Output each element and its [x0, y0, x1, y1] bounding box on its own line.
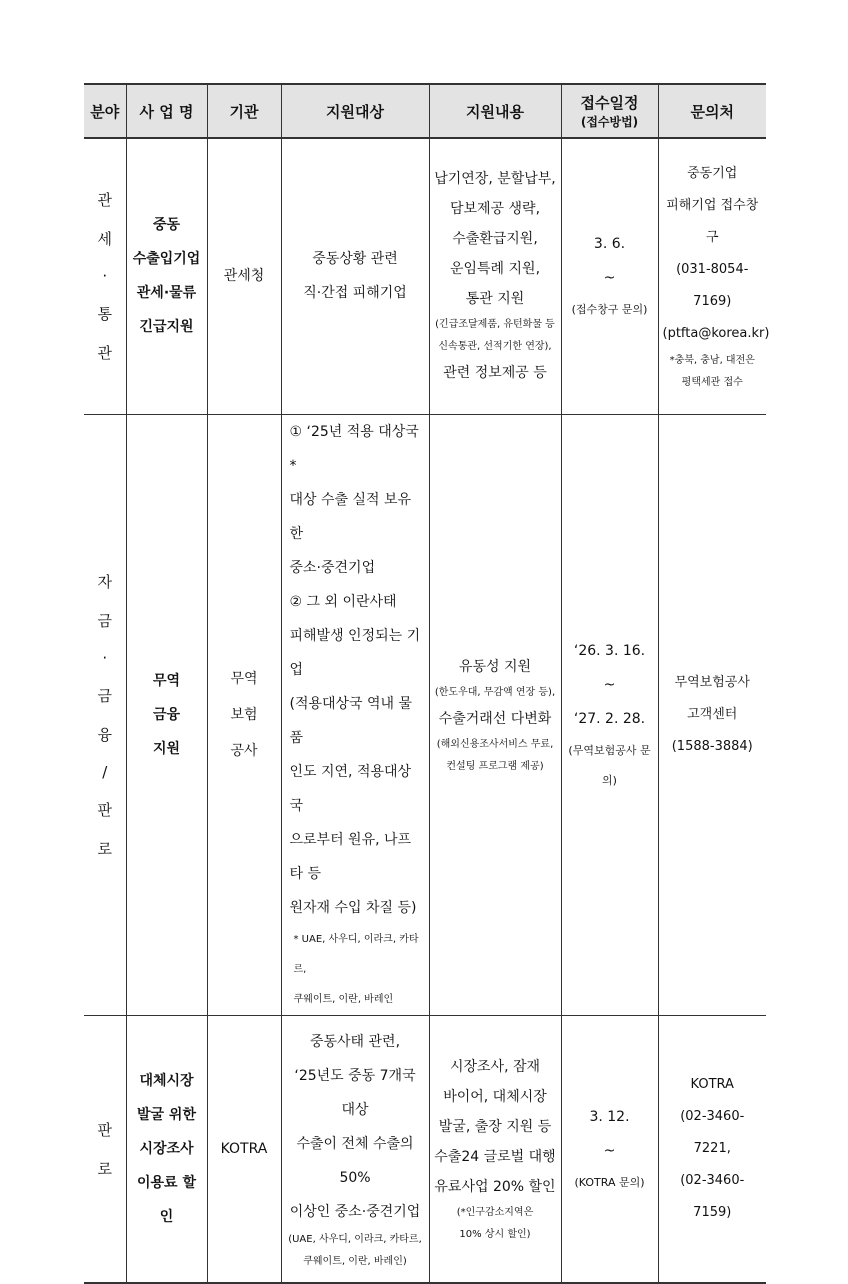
target-lines	[286, 1025, 425, 1273]
agency-lines	[212, 661, 277, 769]
field-char: 관	[97, 344, 112, 363]
header-content: 지원내용	[429, 84, 561, 138]
content-line: 10% 상시 할인)	[459, 1228, 531, 1240]
content-line: 수출환급지원,	[452, 231, 538, 248]
field-stack	[88, 189, 122, 363]
field-stack	[88, 1119, 122, 1179]
field-char: 판	[97, 1120, 112, 1139]
target-line: 인도 지연, 적용대상국	[289, 763, 412, 814]
header-contact: 문의처	[658, 84, 766, 138]
cell-contact	[658, 138, 770, 414]
cell-schedule	[561, 1015, 658, 1283]
content-line: (해외신용조사서비스 무료,	[436, 738, 554, 750]
content-line: 수출거래선 다변화	[438, 710, 552, 727]
field-stack	[88, 571, 122, 859]
cell-agency	[207, 414, 281, 1015]
field-char: 로	[97, 1159, 112, 1178]
content-line: 유료사업 20% 할인	[434, 1178, 556, 1195]
header-target: 지원대상	[281, 84, 429, 138]
table-row	[84, 414, 766, 1015]
cell-content	[429, 1015, 561, 1283]
contact-line: 고객센터	[687, 706, 738, 722]
cell-field	[84, 414, 126, 1015]
field-char: 자	[97, 572, 112, 591]
field-char: 판	[97, 800, 112, 819]
content-line: 관련 정보제공 등	[443, 365, 547, 382]
agency-lines	[212, 258, 277, 294]
target-line: 으로부터 원유, 나프타 등	[289, 831, 412, 882]
schedule-line: ~	[603, 1142, 616, 1159]
target-line: 이상인 중소·중견기업	[289, 1203, 421, 1220]
schedule-line: 3. 12.	[589, 1108, 630, 1125]
cell-contact	[658, 1015, 766, 1283]
project-name-line: 대체시장	[139, 1072, 194, 1089]
project-name-line: 중동	[152, 217, 181, 234]
header-schedule-sub: (접수방법)	[580, 115, 639, 129]
content-lines	[434, 164, 557, 388]
content-line: (*인구감소지역은	[456, 1206, 534, 1218]
content-line: 담보제공 생략,	[449, 201, 541, 218]
field-char: ·	[102, 648, 108, 667]
contact-line: 중동기업	[687, 166, 738, 182]
project-name-line: 지원	[152, 740, 181, 757]
project-name-line: 시장조사	[139, 1140, 194, 1157]
cell-field	[84, 138, 126, 414]
content-line: 유동성 지원	[458, 658, 532, 675]
agency-line: 관세청	[223, 268, 265, 285]
agency-line: KOTRA	[220, 1140, 268, 1157]
content-line: 수출24 글로벌 대행	[434, 1148, 556, 1165]
field-char: 세	[97, 230, 112, 249]
schedule-line: ~	[603, 270, 616, 287]
contact-line: (ptfta@korea.kr)	[662, 326, 770, 342]
target-lines	[286, 415, 425, 1015]
cell-field	[84, 1015, 126, 1283]
header-agency: 기관	[207, 84, 281, 138]
contact-line: *충북, 충남, 대전은	[669, 355, 755, 367]
contact-line: 평택세관 접수	[681, 377, 743, 389]
field-char: 관	[97, 191, 112, 210]
target-line: ① ‘25년 적용 대상국*	[289, 423, 419, 474]
cell-project-name	[126, 414, 207, 1015]
agency-line: 무역	[230, 670, 258, 687]
field-char: /	[102, 762, 108, 781]
schedule-line: (KOTRA 문의)	[574, 1175, 645, 1189]
schedule-line: (무역보험공사 문의)	[568, 743, 651, 787]
project-name-line: 금융	[152, 706, 181, 723]
target-line: 직·간접 피해기업	[303, 285, 407, 302]
cell-target	[281, 1015, 429, 1283]
content-line: (긴급조달제품, 유턴화물 등	[435, 319, 555, 331]
contact-line: KOTRA	[690, 1076, 734, 1092]
contact-lines	[663, 667, 763, 763]
content-lines	[434, 1052, 557, 1246]
content-line: 컨설팅 프로그램 제공)	[446, 760, 544, 772]
target-line: (UAE, 사우디, 이라크, 카타르,	[288, 1233, 422, 1245]
field-char: 금	[97, 686, 112, 705]
table-header-row	[84, 84, 766, 138]
project-name-line: 발굴 위한	[137, 1106, 196, 1123]
content-line: 신속통관, 선적기한 연장),	[438, 341, 552, 353]
contact-line: (02-3460-7159)	[680, 1172, 745, 1220]
cell-project-name	[126, 138, 207, 414]
project-name-line: 관세·물류	[136, 285, 197, 302]
target-line: 대상 수출 실적 보유한	[289, 491, 412, 542]
agency-line: 보험	[230, 706, 258, 723]
project-name-lines	[131, 664, 203, 766]
target-line: 수출이 전체 수출의 50%	[296, 1135, 414, 1186]
schedule-lines	[566, 634, 654, 796]
target-line: 중소·중견기업	[289, 559, 376, 576]
field-char: 통	[97, 305, 112, 324]
header-project: 사 업 명	[126, 84, 207, 138]
target-line: 중동상황 관련	[312, 251, 398, 268]
header-schedule-label: 접수일정	[580, 94, 639, 112]
schedule-lines	[566, 227, 654, 325]
cell-schedule	[561, 138, 658, 414]
header-field: 분야	[84, 84, 126, 138]
support-programs-table	[84, 83, 770, 1284]
agency-lines	[212, 1131, 277, 1167]
contact-lines	[662, 158, 770, 394]
schedule-line: ‘27. 2. 28.	[573, 710, 646, 727]
cell-target	[281, 138, 429, 414]
target-lines	[286, 242, 425, 310]
cell-agency	[207, 1015, 281, 1283]
field-char: ·	[102, 267, 108, 286]
target-line: 피해발생 인정되는 기업	[289, 627, 421, 678]
target-line: 쿠웨이트, 이란, 바레인)	[303, 1255, 407, 1267]
cell-schedule	[561, 414, 658, 1015]
schedule-line: (접수창구 문의)	[571, 303, 648, 317]
target-line: 중동사태 관련,	[309, 1033, 401, 1050]
cell-agency	[207, 138, 281, 414]
contact-lines	[663, 1069, 763, 1229]
content-line: 시장조사, 잠재	[449, 1058, 541, 1075]
project-name-lines	[131, 208, 203, 344]
target-line: ‘25년도 중동 7개국 대상	[294, 1067, 416, 1118]
schedule-lines	[566, 1100, 654, 1198]
content-line: (한도우대, 무감액 연장 등),	[434, 686, 556, 698]
field-char: 융	[97, 725, 112, 744]
contact-line: 피해기업 접수창구	[666, 198, 759, 246]
table-row	[84, 138, 766, 414]
field-char: 로	[97, 839, 112, 858]
content-line: 통관 지원	[465, 291, 525, 308]
contact-line: 무역보험공사	[674, 674, 750, 690]
cell-content	[429, 138, 561, 414]
project-name-line: 수출입기업	[132, 251, 201, 268]
cell-contact	[658, 414, 766, 1015]
agency-line: 공사	[230, 742, 258, 759]
schedule-line: ~	[603, 676, 616, 693]
target-line: 원자재 수입 차질 등)	[289, 899, 417, 916]
project-name-line: 무역	[152, 672, 181, 689]
contact-line: (1588-3884)	[671, 738, 753, 754]
cell-project-name	[126, 1015, 207, 1283]
target-note: * UAE, 사우디, 이라크, 카타르,	[293, 933, 419, 975]
target-note: 쿠웨이트, 이란, 바레인	[293, 993, 394, 1005]
target-line: (적용대상국 역내 물품	[289, 695, 413, 746]
cell-content	[429, 414, 561, 1015]
contact-line: (02-3460-7221,	[680, 1108, 745, 1156]
field-char: 금	[97, 611, 112, 630]
schedule-line: ‘26. 3. 16.	[573, 642, 646, 659]
schedule-line: 3. 6.	[593, 236, 626, 253]
project-name-lines	[131, 1064, 203, 1234]
table-row	[84, 1015, 766, 1283]
content-lines	[434, 652, 557, 778]
cell-target	[281, 414, 429, 1015]
project-name-line: 이용료 할인	[137, 1174, 196, 1225]
header-schedule	[561, 84, 658, 138]
contact-line: (031-8054-7169)	[676, 262, 749, 310]
content-line: 바이어, 대체시장	[443, 1088, 547, 1105]
content-line: 운임특례 지원,	[449, 261, 541, 278]
content-line: 납기연장, 분할납부,	[434, 171, 556, 188]
content-line: 발굴, 출장 지원 등	[438, 1118, 552, 1135]
project-name-line: 긴급지원	[139, 319, 194, 336]
target-line: ② 그 외 이란사태	[289, 593, 397, 610]
